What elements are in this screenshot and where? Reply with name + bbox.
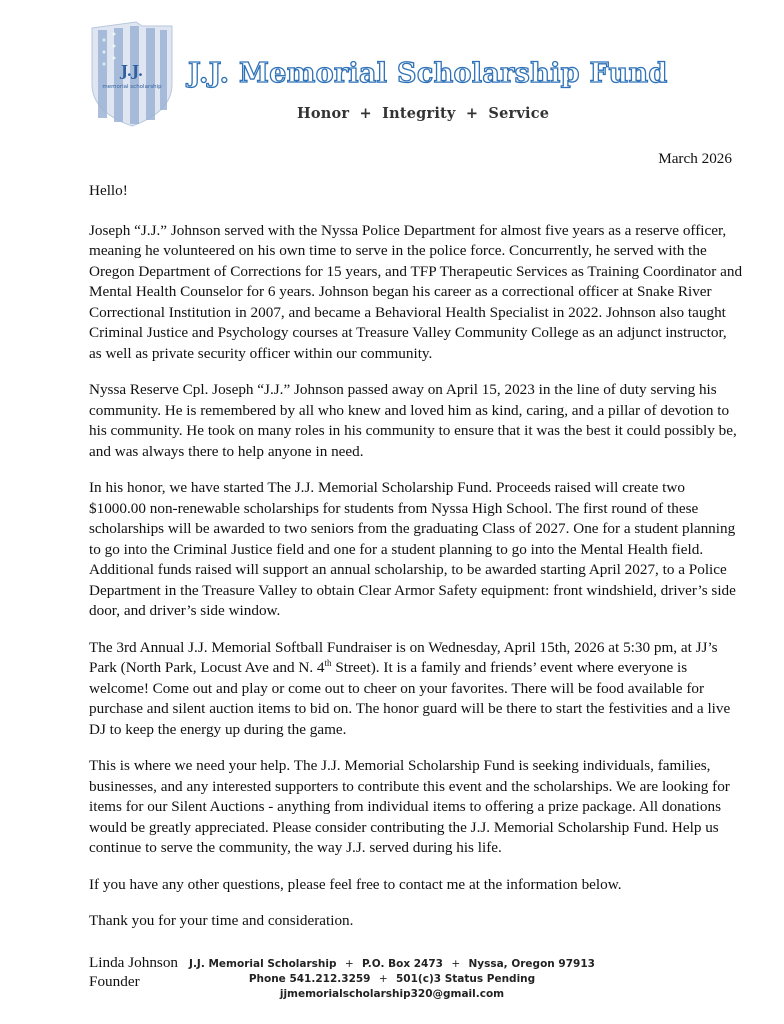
paragraph-scholarship: In his honor, we have started The J.J. Memorial Scholarship Fund. Proceeds raised will create two $1000.00 non-renewable scholarships for students from Nyssa High School. The first round of these scholarships will be awarded to two seniors from the graduating Class of 2027. One for a student planning to go into the Criminal Justice field and one for a student planning to go into the Mental Health field. Additional funds raised will support an annual scholarship, to be awarded starting April 2027, to a Police Department in the Treasure Valley to obtain Clear Armor Safety equipment: front windshield, driver’s side door, and driver’s side window. (89, 479, 736, 619)
motto-separator: + (465, 105, 479, 122)
motto-service: Service (488, 105, 550, 122)
paragraph-memorial: Nyssa Reserve Cpl. Joseph “J.J.” Johnson passed away on April 15, 2023 in the line of duty serving his community. He is remembered by all who knew and loved him as kind, caring, and a pillar of devotion to his community. He took on many roles in his community to ensure that it was the best it could possibly be, and was always there to help anyone in need. (89, 381, 737, 460)
paragraph-request-help: This is where we need your help. The J.J. Memorial Scholarship Fund is seeking individuals, families, businesses, and any interested supporters to contribute this event and the scholarships. We are looking for items for our Silent Auctions - anything from individual items to offering a prize package. All donations would be greatly appreciated. Please consider contributing the J.J. Memorial Scholarship Fund. Help us continue to serve the community, the way J.J. served during his life. (89, 757, 730, 856)
paragraph-contact: If you have any other questions, please feel free to contact me at the information below. (89, 875, 622, 893)
footer-email-row (0, 987, 784, 1002)
letter-body (89, 181, 743, 992)
letterhead-footer (0, 957, 784, 1002)
logo-subtext: memorial scholarship (102, 84, 162, 90)
footer-city: Nyssa, Oregon 97913 (468, 958, 595, 970)
letter-date: March 2026 (658, 150, 732, 167)
paragraph-biography: Joseph “J.J.” Johnson served with the Nyssa Police Department for almost five years as a reserve officer, meaning he volunteered on his own time to serve in the police force. Concurrently, he served with the Oregon Department of Corrections for 15 years, and TFP Therapeutic Services as Training Coordinator and Mental Health Counselor for 6 years. Johnson began his career as a correctional officer at Snake River Correctional Institution in 2007, and became a Behavioral Health Specialist in 2022. Johnson also taught Criminal Justice and Psychology courses at Treasure Valley Community College as an adjunct instructor, as well as private security officer within our community. (89, 221, 743, 362)
footer-address-row (0, 957, 784, 972)
fundraiser-text-start: The 3rd Annual J.J. Memorial Softball Fundraiser is on Wednesday, April 15th, 2026 at 5:30 pm, at JJ’s Park (North Park, Locust Ave and N. 4 (89, 638, 718, 676)
ordinal-superscript: th (324, 657, 332, 668)
footer-phone-row (0, 972, 784, 987)
paragraph-thanks: Thank you for your time and consideration. (89, 912, 354, 929)
greeting: Hello! (89, 182, 128, 199)
motto-separator: + (359, 105, 372, 122)
footer-separator: + (451, 958, 461, 970)
footer-separator: + (344, 958, 354, 970)
footer-status: 501(c)3 Status Pending (396, 973, 536, 985)
signature-title: Founder (89, 973, 140, 990)
organization-title: J.J. Memorial Scholarship Fund (188, 58, 668, 89)
logo-text: J.J. (120, 62, 144, 80)
footer-address: P.O. Box 2473 (362, 958, 443, 970)
footer-email[interactable]: jjmemorialscholarship320@gmail.com (279, 988, 505, 1000)
footer-phone: Phone 541.212.3259 (248, 973, 371, 985)
paragraph-fundraiser (89, 638, 743, 741)
fundraiser-text-end: Street). It is a family and friends’ event where everyone is welcome! Come out and play or come out to cheer on your favorites. There will be food available for purchase and silent auction items to bid on. The honor guard will be there to start the festivities and a live DJ to keep the energy up during the game. (89, 659, 731, 738)
shield-logo-icon (84, 20, 180, 128)
signature-name: Linda Johnson (89, 953, 179, 971)
motto-honor: Honor (297, 105, 350, 122)
footer-separator: + (378, 973, 388, 985)
motto (297, 104, 549, 124)
footer-org: J.J. Memorial Scholarship (189, 958, 337, 970)
motto-integrity: Integrity (382, 105, 456, 122)
